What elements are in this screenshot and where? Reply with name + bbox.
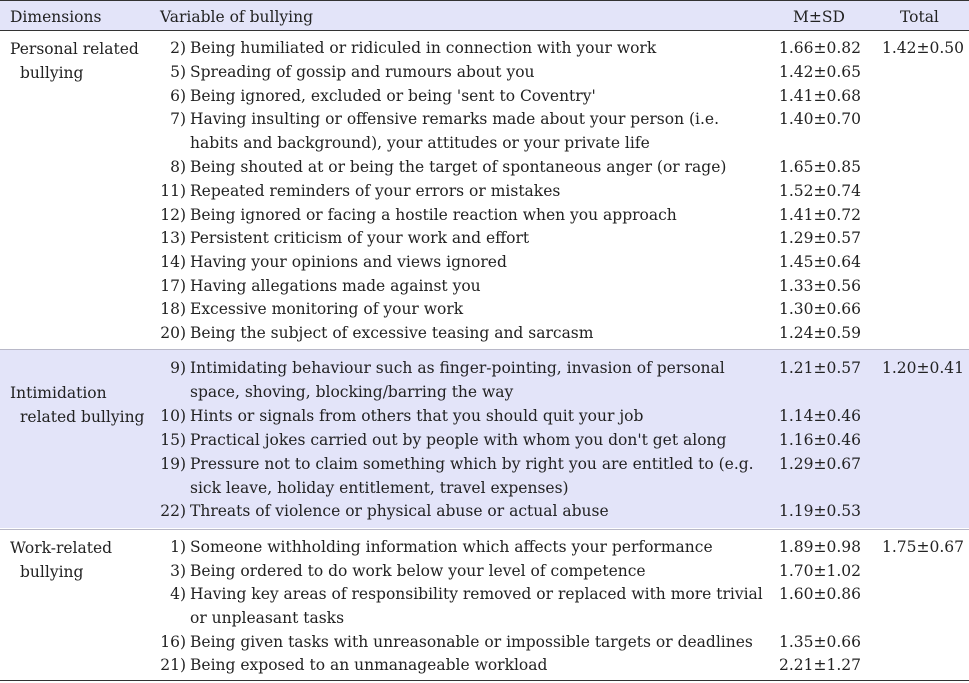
table-header bbox=[0, 0, 969, 31]
dimension-total: 1.75±0.67 bbox=[882, 538, 965, 556]
item-msd: 1.40±0.70 bbox=[779, 110, 862, 128]
item-text: Being ignored, excluded or being 'sent to Coventry' bbox=[190, 87, 596, 105]
item-number: 13) bbox=[160, 229, 186, 247]
item-text: Hints or signals from others that you should quit your job bbox=[190, 407, 644, 425]
item-number: 1) bbox=[170, 538, 186, 556]
item-msd: 1.65±0.85 bbox=[779, 158, 862, 176]
item-number: 10) bbox=[160, 407, 186, 425]
item-msd: 1.16±0.46 bbox=[779, 431, 862, 449]
item-text: Threats of violence or physical abuse or actual abuse bbox=[190, 502, 609, 520]
item-number: 15) bbox=[160, 431, 186, 449]
dimension-line-2: bullying bbox=[20, 563, 84, 581]
item-number: 2) bbox=[170, 39, 186, 57]
item-text: Having insulting or offensive remarks made about your person (i.e. habits and background), your attitudes or your private life bbox=[190, 110, 720, 152]
item-text: Excessive monitoring of your work bbox=[190, 300, 464, 318]
item-msd: 1.60±0.86 bbox=[779, 585, 862, 603]
dimension-label bbox=[10, 381, 144, 429]
item-msd: 1.29±0.67 bbox=[779, 455, 862, 473]
item-number: 19) bbox=[160, 455, 186, 473]
item-text: Repeated reminders of your errors or mistakes bbox=[190, 182, 561, 200]
item-number: 7) bbox=[170, 110, 186, 128]
dimension-total: 1.20±0.41 bbox=[882, 359, 965, 377]
item-msd: 1.41±0.72 bbox=[779, 206, 862, 224]
item-number: 12) bbox=[160, 206, 186, 224]
item-number: 14) bbox=[160, 253, 186, 271]
item-number: 8) bbox=[170, 158, 186, 176]
item-text: Being ignored or facing a hostile reaction when you approach bbox=[190, 206, 677, 224]
dimension-label bbox=[10, 536, 112, 584]
item-msd: 1.33±0.56 bbox=[779, 277, 862, 295]
item-msd: 1.14±0.46 bbox=[779, 407, 862, 425]
item-text: Practical jokes carried out by people with whom you don't get along bbox=[190, 431, 727, 449]
item-number: 21) bbox=[160, 656, 186, 674]
header-variable: Variable of bullying bbox=[160, 8, 314, 26]
item-text: Being the subject of excessive teasing and sarcasm bbox=[190, 324, 594, 342]
item-msd: 2.21±1.27 bbox=[779, 656, 862, 674]
dimension-line-1: Work-related bbox=[10, 539, 113, 557]
item-text: Being humiliated or ridiculed in connection with your work bbox=[190, 39, 657, 57]
item-text: Someone withholding information which affects your performance bbox=[190, 538, 713, 556]
item-msd: 1.21±0.57 bbox=[779, 359, 862, 377]
dimension-line-2: bullying bbox=[20, 64, 84, 82]
header-msd: M±SD bbox=[793, 8, 845, 26]
item-msd: 1.45±0.64 bbox=[779, 253, 862, 271]
item-msd: 1.41±0.68 bbox=[779, 87, 862, 105]
item-number: 18) bbox=[160, 300, 186, 318]
item-msd: 1.35±0.66 bbox=[779, 633, 862, 651]
dimension-total: 1.42±0.50 bbox=[882, 39, 965, 57]
item-text: Being exposed to an unmanageable workload bbox=[190, 656, 548, 674]
item-text: Being ordered to do work below your level of competence bbox=[190, 562, 646, 580]
item-text: Spreading of gossip and rumours about you bbox=[190, 63, 535, 81]
header-total: Total bbox=[900, 8, 939, 26]
item-text: Persistent criticism of your work and effort bbox=[190, 229, 530, 247]
item-msd: 1.30±0.66 bbox=[779, 300, 862, 318]
dimension-line-1: Personal related bbox=[10, 40, 139, 58]
item-number: 22) bbox=[160, 502, 186, 520]
dimension-label bbox=[10, 37, 139, 85]
item-text: Being shouted at or being the target of spontaneous anger (or rage) bbox=[190, 158, 727, 176]
item-msd: 1.52±0.74 bbox=[779, 182, 862, 200]
dimension-line-2: related bullying bbox=[20, 408, 145, 426]
item-number: 4) bbox=[170, 585, 186, 603]
item-number: 17) bbox=[160, 277, 186, 295]
item-text: Being given tasks with unreasonable or impossible targets or deadlines bbox=[190, 633, 753, 651]
item-number: 3) bbox=[170, 562, 186, 580]
item-msd: 1.24±0.59 bbox=[779, 324, 862, 342]
dimension-line-1: Intimidation bbox=[10, 384, 107, 402]
item-msd: 1.29±0.57 bbox=[779, 229, 862, 247]
item-number: 11) bbox=[160, 182, 186, 200]
item-msd: 1.42±0.65 bbox=[779, 63, 862, 81]
item-number: 5) bbox=[170, 63, 186, 81]
item-msd: 1.66±0.82 bbox=[779, 39, 862, 57]
item-text: Having allegations made against you bbox=[190, 277, 481, 295]
item-text: Intimidating behaviour such as finger-pointing, invasion of personal space, shoving, blocking/barring the way bbox=[190, 359, 725, 401]
item-number: 6) bbox=[170, 87, 186, 105]
item-text: Having your opinions and views ignored bbox=[190, 253, 507, 271]
item-number: 9) bbox=[170, 359, 186, 377]
item-msd: 1.70±1.02 bbox=[779, 562, 862, 580]
item-number: 16) bbox=[160, 633, 186, 651]
item-number: 20) bbox=[160, 324, 186, 342]
item-text: Having key areas of responsibility removed or replaced with more trivial or unpleasant tasks bbox=[190, 585, 763, 627]
table-bottom-rule bbox=[0, 680, 969, 681]
item-msd: 1.89±0.98 bbox=[779, 538, 862, 556]
header-dimensions: Dimensions bbox=[10, 8, 102, 26]
item-text: Pressure not to claim something which by right you are entitled to (e.g. sick leave, holiday entitlement, travel expenses) bbox=[190, 455, 754, 497]
item-msd: 1.19±0.53 bbox=[779, 502, 862, 520]
